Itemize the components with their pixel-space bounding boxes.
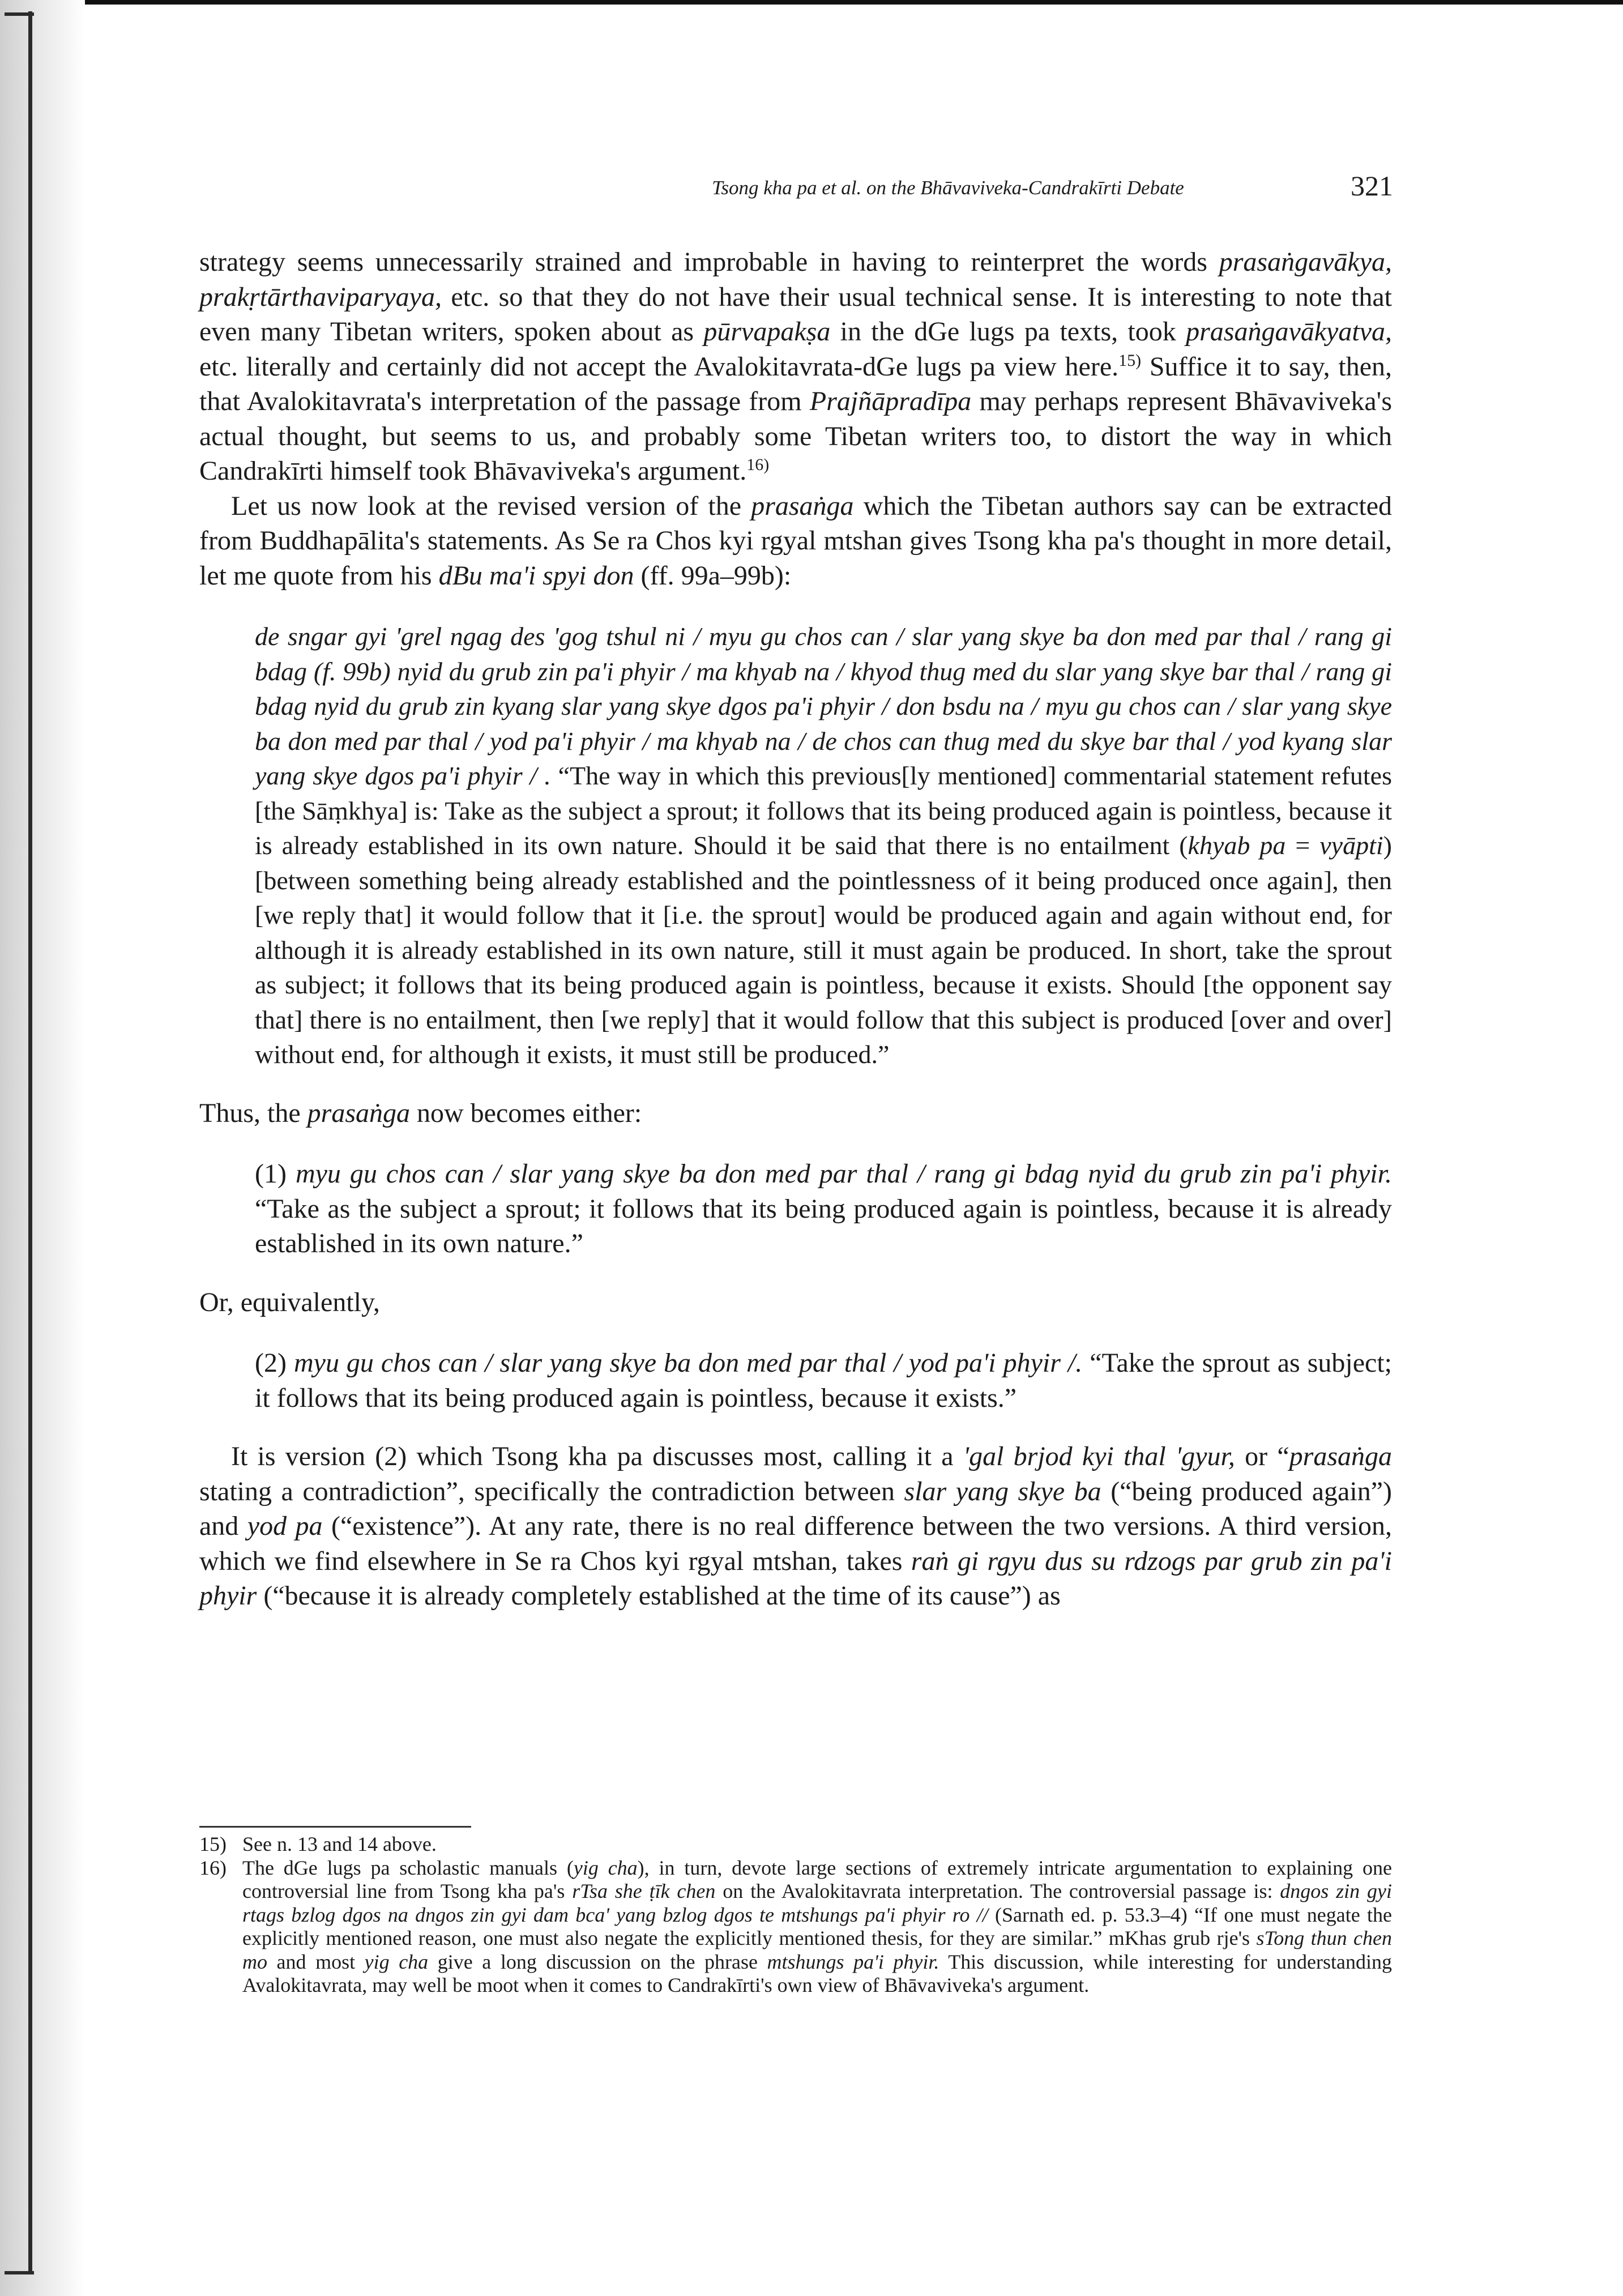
italic-term: dngos zin gyi rtags bzlog dgos na dngos zin gyi dam bca' yang bzlog dgos te mtshungs pa'i phyir ro // [242, 1880, 1392, 1926]
text-run: or “ [1235, 1441, 1289, 1471]
text-run: Thus, the [199, 1098, 307, 1128]
italic-term: prasaṅgavākya, prakṛtārthaviparyaya, [199, 247, 1392, 312]
text-run: Suffice it to say, then, that Avalokitavrata's interpretation of the passage from [199, 351, 1393, 416]
footnote-text [242, 1857, 1392, 1997]
text-run: give a long discussion on the phrase [428, 1950, 767, 1973]
text-run: It is version (2) which Tsong kha pa discusses most, calling it a [231, 1441, 963, 1471]
text-run: stating a contradiction”, specifically the contradiction between [199, 1476, 904, 1507]
footnote-text [242, 1833, 437, 1855]
italic-term: prasaṅgavākyatva, [1186, 317, 1392, 347]
scan-gutter-shadow [0, 0, 85, 2296]
numbered-version-1 [255, 1156, 1392, 1261]
italic-term: prasaṅga [751, 490, 854, 521]
paragraph-thus [199, 1096, 1392, 1131]
italic-term: yig cha [573, 1856, 638, 1879]
italic-term: mtshungs pa'i phyir. [767, 1950, 939, 1973]
italic-term: raṅ gi rgyu dus su rdzogs par grub zin pa'i phyir [199, 1546, 1393, 1611]
text-run: See n. 13 and 14 above. [242, 1833, 437, 1855]
text-run: now becomes either: [410, 1098, 642, 1128]
footnote-separator [199, 1826, 471, 1828]
text-run: (“existence”). At any rate, there is no real difference between the two versions. A third version, which we find elsewhere in Se ra Chos kyi rgyal mtshan, takes [199, 1511, 1392, 1576]
text-run: = [1285, 831, 1320, 860]
text-run: (ff. 99a–99b): [634, 560, 792, 591]
page-number: 321 [1351, 170, 1393, 202]
text-run: which the Tibetan authors say can be extracted from Buddhapālita's statements. As Se ra Chos kyi rgyal mtshan gives Tsong kha pa's thought in more detail, let me quote from his [199, 490, 1392, 591]
text-run: etc. literally and certainly did not accept the Avalokitavrata-dGe lugs pa view here. [199, 351, 1119, 382]
text-run: “The way in which this previous[ly mentioned] commentarial statement refutes [the Sāṃkhya] is: Take as the subject a sprout; it follows that its being produced again is pointless, because it is already established in its own nature. Should it be said that there is no entailment ( [255, 761, 1392, 860]
text-run: may perhaps represent Bhāvaviveka's actual thought, but seems to us, and probably some Tibetan writers too, to distort the way in which Candrakīrti himself took Bhāvaviveka's argument. [199, 386, 1392, 486]
main-text [199, 245, 1392, 1614]
italic-term: de sngar gyi 'grel ngag des 'gog tshul ni / myu gu chos can / slar yang skye ba don med par thal / rang gi bdag (f. 99b) nyid du grub zin pa'i phyir / ma khyab na / khyod thug med du slar yang skye bar thal / rang gi bdag nyid du grub zin kyang slar yang skye dgos pa'i phyir / don bsdu na / myu gu chos can / slar yang skye ba don med par thal / yod pa'i phyir / ma khyab na / de chos can thug med du skye bar thal / yod kyang slar yang skye dgos pa'i phyir / . [255, 622, 1392, 790]
text-run: The dGe lugs pa scholastic manuals ( [242, 1856, 574, 1879]
footnote-15 [199, 1833, 1392, 1857]
footnote-number: 15) [199, 1833, 227, 1855]
text-run: (“because it is already completely established at the time of its cause”) as [257, 1581, 1061, 1611]
text-run: Or, equivalently, [199, 1287, 380, 1317]
italic-term: myu gu chos can / slar yang skye ba don med par thal / rang gi bdag nyid du grub zin pa'i phyir. [295, 1159, 1393, 1189]
text-run: (Sarnath ed. p. 53.3–4) “If one must negate the explicitly mentioned reason, one must also negate the explicitly mentioned thesis, for they are similar.” mKhas grub rje's [242, 1903, 1392, 1949]
italic-term: yod pa [247, 1511, 323, 1541]
italic-term: sTong thun chen mo [242, 1927, 1392, 1973]
scan-top-border [0, 0, 1623, 5]
text-run: Let us now look at the revised version of the [231, 490, 751, 521]
italic-term: prasaṅga [1289, 1441, 1392, 1471]
italic-term: rTsa she ṭīk chen [572, 1880, 716, 1902]
binding-mark-bottom [5, 2271, 34, 2274]
text-run: strategy seems unnecessarily strained and improbable in having to reinterpret the words [199, 247, 1219, 277]
italic-term: dBu ma'i spyi don [438, 560, 634, 591]
italic-term: khyab pa [1188, 831, 1286, 860]
text-run: in the dGe lugs pa texts, took [830, 317, 1186, 347]
text-run: etc. so that they do not have their usual technical sense. It is interesting to note that even many Tibetan writers, spoken about as [199, 281, 1392, 347]
italic-term: slar yang skye ba [904, 1476, 1101, 1507]
text-run: This discussion, while interesting for understanding Avalokitavrata, may well be moot when it comes to Candrakīrti's own view of Bhāvaviveka's argument. [242, 1950, 1392, 1996]
text-run: (1) [255, 1159, 296, 1189]
block-quote [255, 619, 1392, 1072]
italic-term: vyāpti [1319, 831, 1383, 860]
paragraph-or-equivalently [199, 1285, 1392, 1320]
running-head: Tsong kha pa et al. on the Bhāvaviveka-Candrakīrti Debate [712, 177, 1184, 199]
paragraph-version-2-discussion [199, 1439, 1392, 1614]
footnote-ref: 15) [1118, 351, 1142, 370]
text-run: ), in turn, devote large sections of extremely intricate argumentation to explaining one controversial line from Tsong kha pa's [242, 1856, 1392, 1902]
italic-term: Prajñāpradīpa [809, 386, 972, 416]
paragraph-revised-version [199, 489, 1392, 594]
footnote-16 [199, 1857, 1392, 1998]
footnote-ref: 16) [746, 455, 770, 474]
italic-term: myu gu chos can / slar yang skye ba don med par thal / yod pa'i phyir /. [293, 1348, 1083, 1378]
text-run: (“being produced again”) and [199, 1476, 1392, 1541]
footnotes [199, 1833, 1392, 1998]
italic-term: pūrvapakṣa [703, 317, 831, 347]
footnote-number: 16) [199, 1856, 227, 1879]
italic-term: yig cha [364, 1950, 429, 1973]
text-run: on the Avalokitavrata interpretation. The controversial passage is: [715, 1880, 1280, 1902]
paragraph-continued [199, 245, 1392, 489]
text-run: “Take as the subject a sprout; it follows that its being produced again is pointless, because it is already established in its own nature.” [255, 1193, 1392, 1258]
binding-edge-line [28, 11, 32, 2274]
text-run: (2) [255, 1348, 294, 1378]
italic-term: 'gal brjod kyi thal 'gyur, [963, 1441, 1235, 1471]
text-run: and most [267, 1950, 365, 1973]
numbered-version-2 [255, 1346, 1392, 1415]
text-run: “Take the sprout as subject; it follows that its being produced again is pointless, because it exists.” [255, 1348, 1393, 1413]
italic-term: prasaṅga [307, 1098, 410, 1128]
text-run: ) [between something being already established and the pointlessness of it being produced once again], then [we reply that] it would follow that it [i.e. the sprout] would be produced again and again without end, for although it is already established in its own nature, still it must again be produced. In short, take the sprout as subject; it follows that its being produced again is pointless, because it exists. Should [the opponent say that] there is no entailment, then [we reply] that it would follow that this subject is produced [over and over] without end, for although it exists, it must still be produced.” [255, 831, 1392, 1069]
